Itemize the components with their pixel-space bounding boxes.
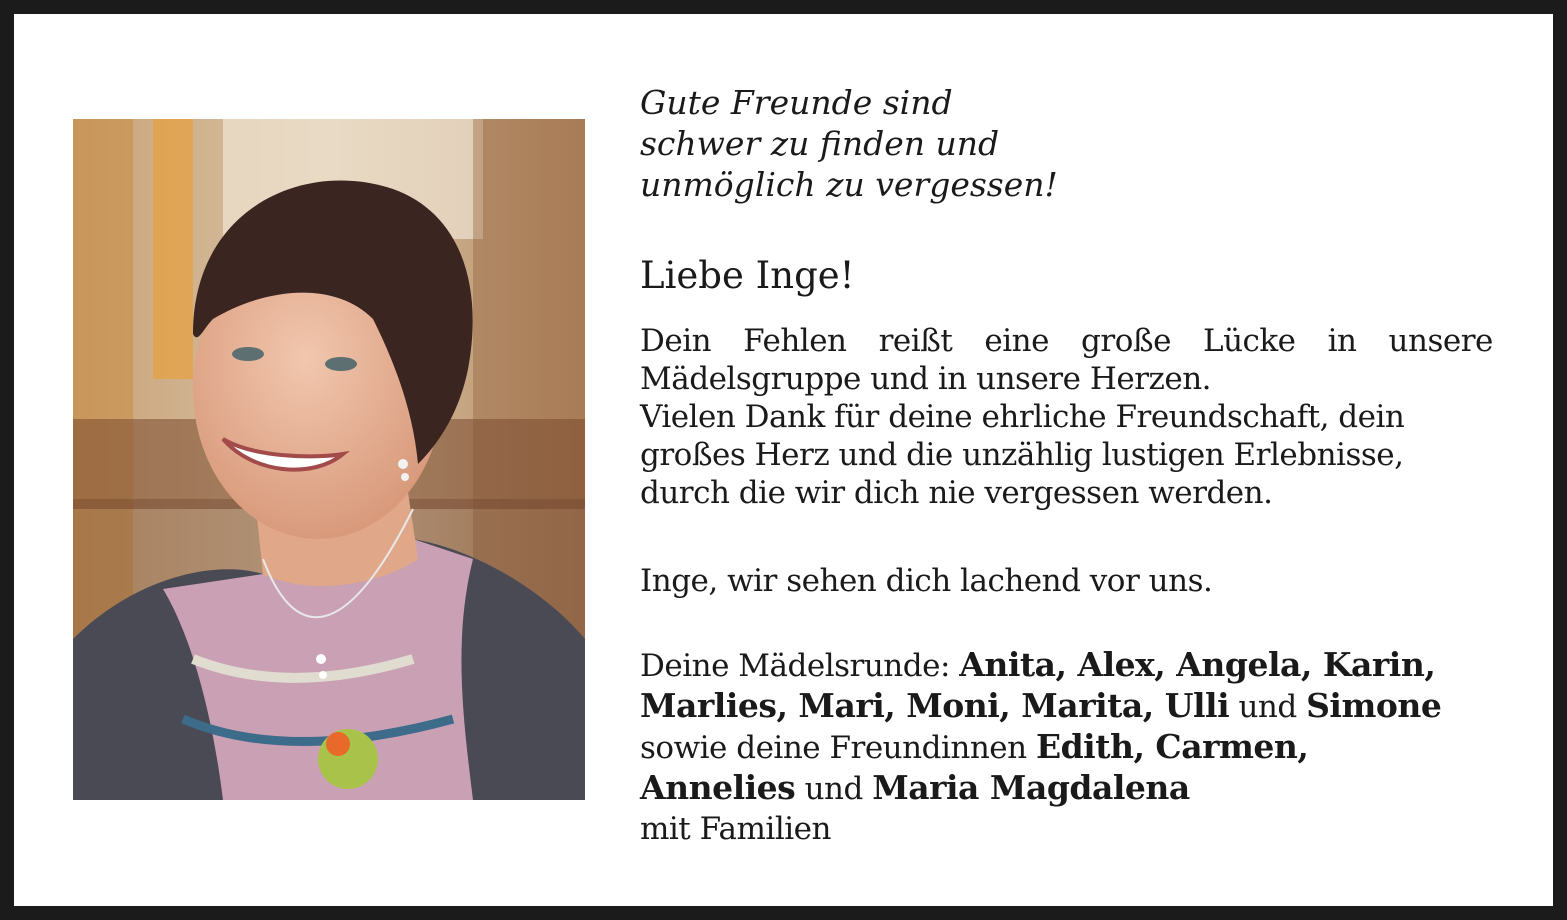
message-word: Dein <box>640 323 712 359</box>
message-line-3: Vielen Dank für deine ehrliche Freundschaft, dein <box>640 399 1405 435</box>
signature-closing: mit Familien <box>640 811 831 847</box>
message-word: Lücke <box>1202 323 1296 359</box>
message-word: Fehlen <box>743 323 847 359</box>
farewell-line: Inge, wir sehen dich lachend vor uns. <box>640 563 1213 599</box>
message-word: in <box>1327 323 1357 359</box>
message-word: unsere <box>1388 323 1493 359</box>
signature-names: Edith, Carmen, <box>1035 727 1309 766</box>
motto-quote <box>640 82 1340 205</box>
signature-names: Annelies <box>640 768 796 807</box>
salutation: Liebe Inge! <box>640 254 855 297</box>
message-line-1 <box>640 322 1493 360</box>
portrait-illustration <box>73 119 585 800</box>
message-line-4: großes Herz und die unzählig lustigen Erlebnisse, <box>640 437 1404 473</box>
portrait-photo <box>73 119 585 800</box>
signature-line-4 <box>640 768 1520 809</box>
motto-line-3: unmöglich zu vergessen! <box>640 165 1058 204</box>
signature-friends-intro: sowie deine Freundinnen <box>640 730 1036 766</box>
message-word: reißt <box>878 323 953 359</box>
signature-line-1 <box>640 645 1520 686</box>
motto-line-1: Gute Freunde sind <box>640 83 953 122</box>
signature-line-2 <box>640 686 1520 727</box>
signature-block <box>640 645 1520 849</box>
message-word: eine <box>984 323 1049 359</box>
message-body <box>640 322 1493 512</box>
signature-conjunction: und <box>1229 689 1307 725</box>
message-word: große <box>1081 323 1171 359</box>
signature-names: Marlies, Mari, Moni, Marita, Ulli <box>640 686 1230 725</box>
signature-intro: Deine Mädelsrunde: <box>640 648 960 684</box>
message-line-2: Mädelsgruppe und in unsere Herzen. <box>640 361 1212 397</box>
motto-line-2: schwer zu finden und <box>640 124 1000 163</box>
signature-names: Anita, Alex, Angela, Karin, <box>959 645 1436 684</box>
signature-line-3 <box>640 727 1520 768</box>
message-line-5: durch die wir dich nie vergessen werden. <box>640 475 1273 511</box>
signature-names: Simone <box>1306 686 1442 725</box>
signature-conjunction: und <box>795 771 873 807</box>
signature-names: Maria Magdalena <box>872 768 1190 807</box>
